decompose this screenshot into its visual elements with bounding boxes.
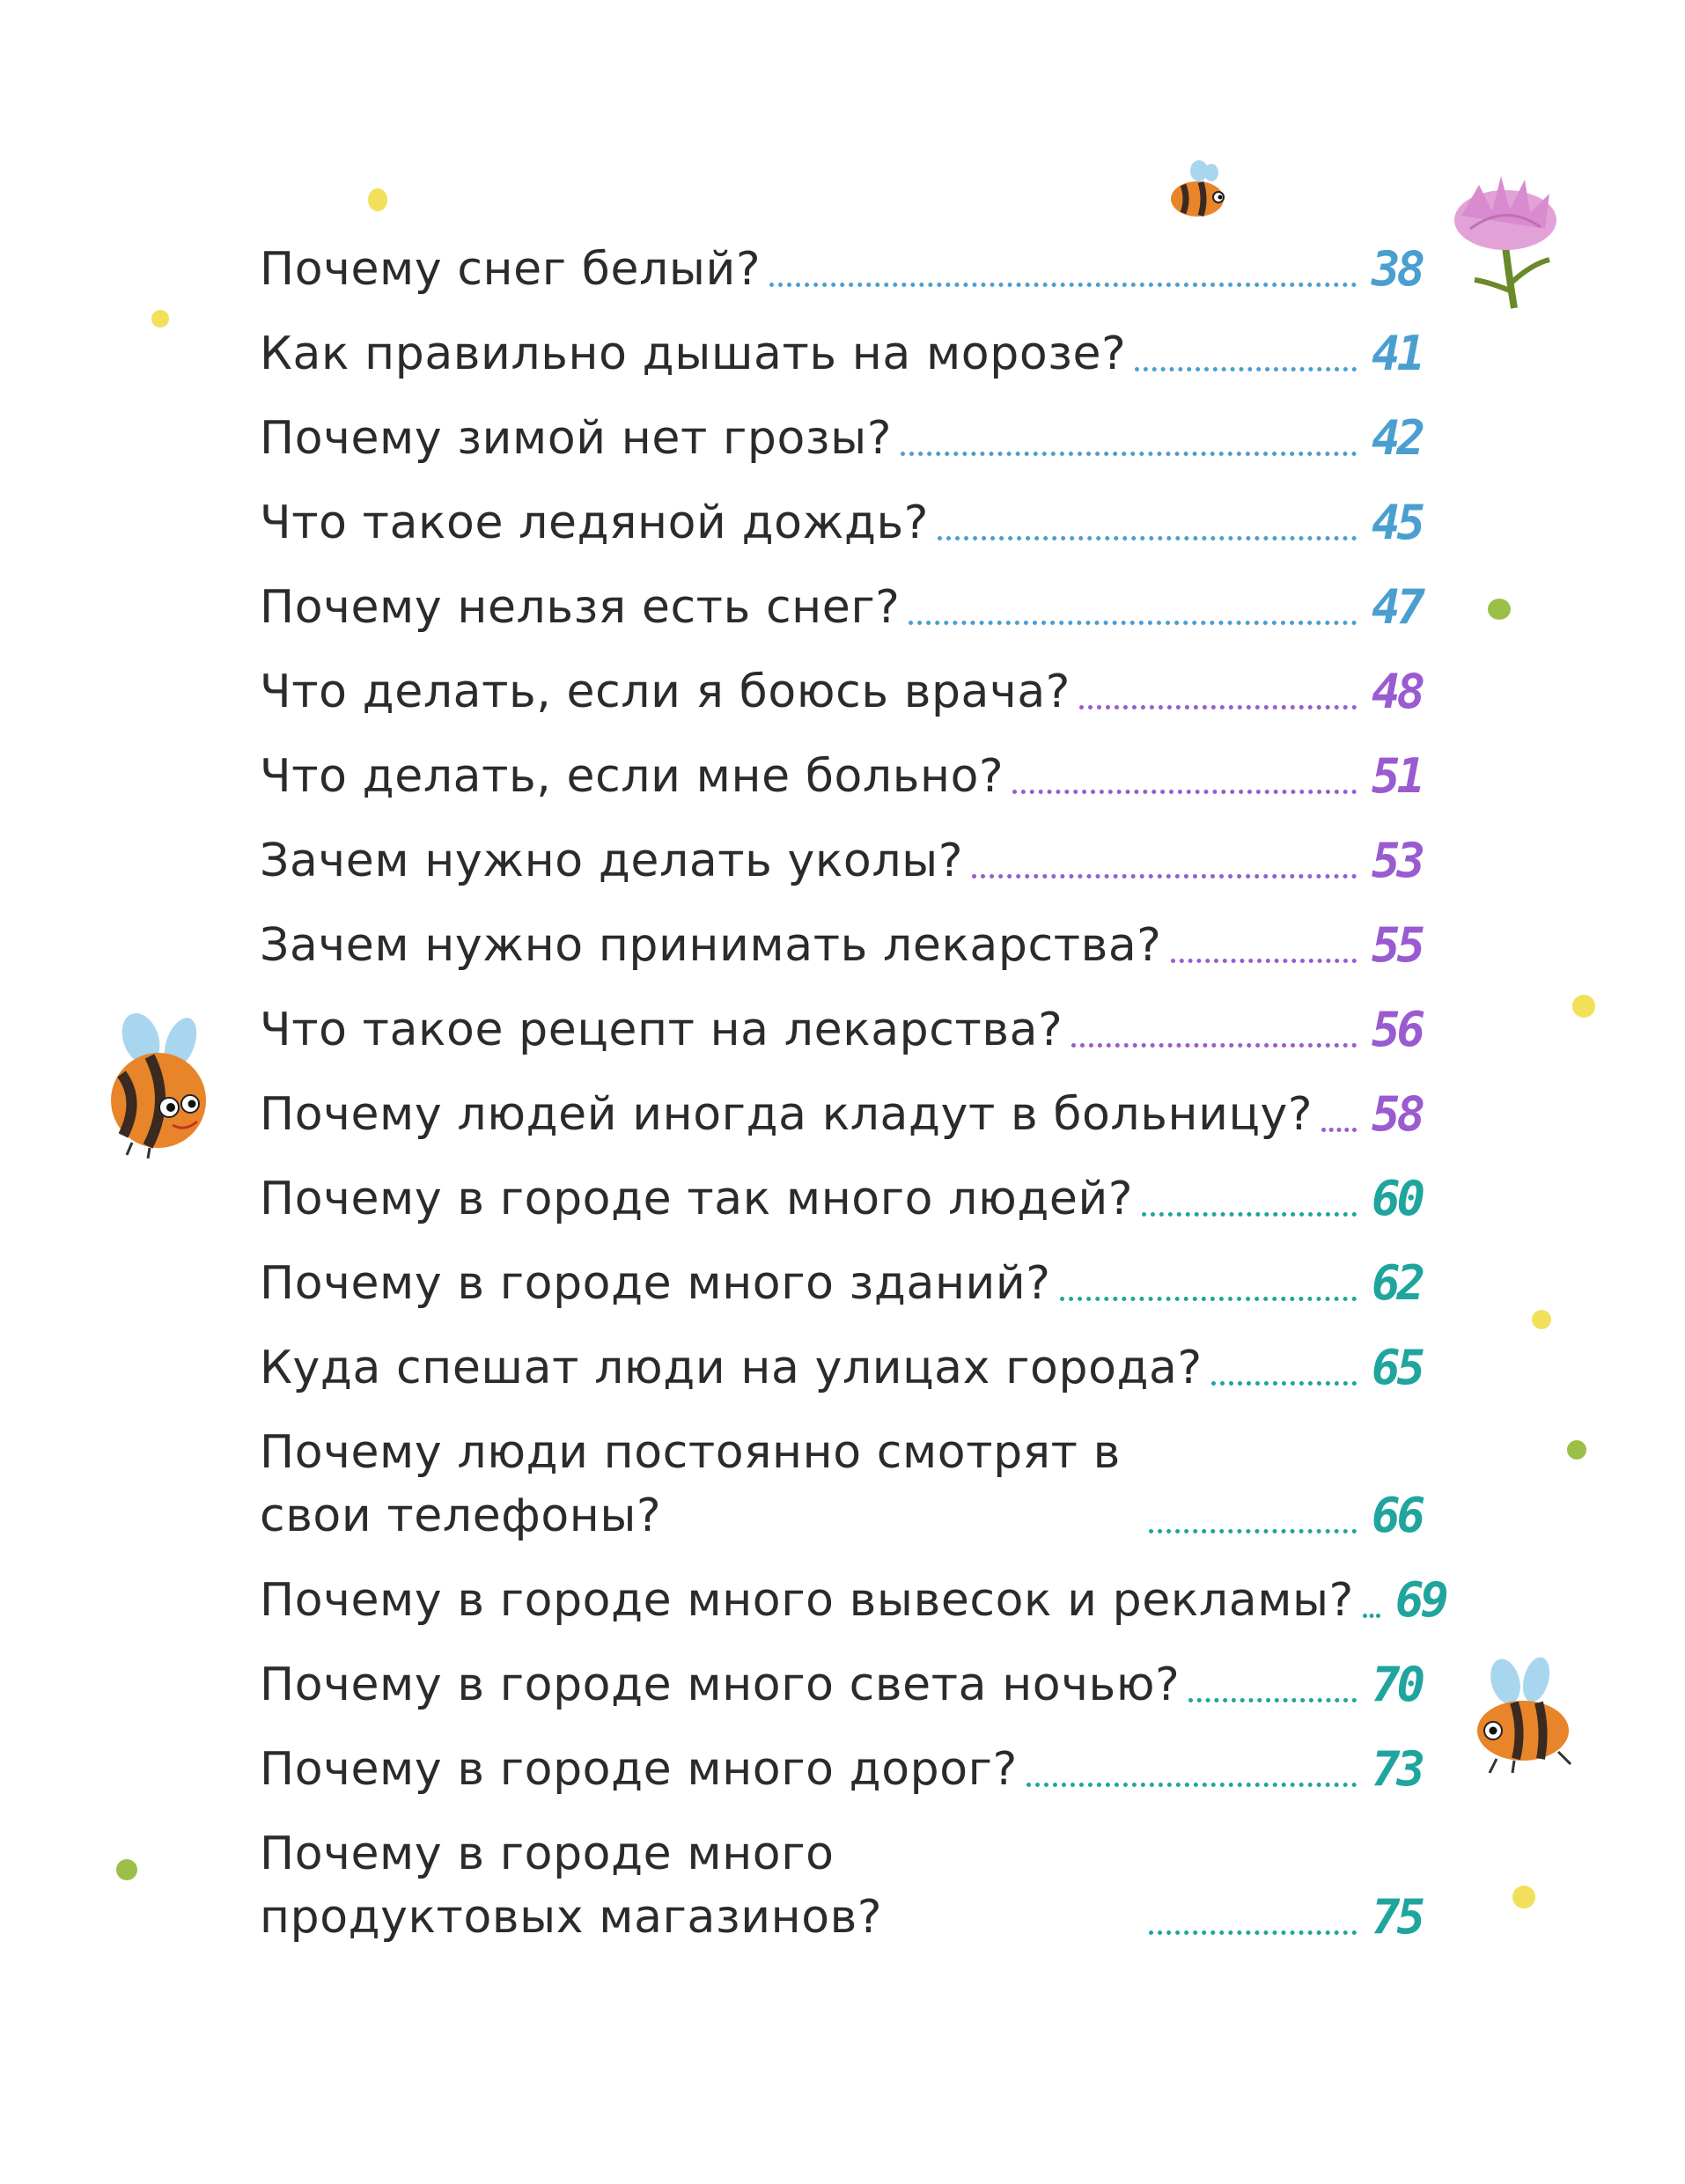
pollen-dot xyxy=(1572,995,1595,1018)
toc-entry[interactable] xyxy=(260,745,1422,808)
dot-leader xyxy=(1135,367,1357,371)
toc-entry-title: Почему в городе много вывесок и рекламы? xyxy=(260,1574,1354,1627)
toc-entry-title: Почему в городе много продуктовых магазинов? xyxy=(260,1827,883,1944)
toc-entry-page-number: 41 xyxy=(1371,326,1422,381)
pollen-dot xyxy=(116,1859,137,1880)
toc-entry-title: Почему снег белый? xyxy=(260,243,762,296)
toc-entry-page-number: 47 xyxy=(1371,579,1422,635)
dot-leader xyxy=(1142,1212,1357,1217)
toc-entry-page-number: 38 xyxy=(1371,241,1422,297)
toc-entry[interactable] xyxy=(260,829,1422,893)
toc-entry-title: Как правильно дышать на морозе? xyxy=(260,327,1127,380)
toc-entry-page-number: 51 xyxy=(1371,748,1422,804)
dot-leader xyxy=(1012,790,1357,794)
toc-entry-title: Почему в городе много зданий? xyxy=(260,1257,1051,1310)
toc-entry-page-number: 70 xyxy=(1371,1657,1422,1712)
toc-entry[interactable] xyxy=(260,1421,1422,1548)
dot-leader xyxy=(901,452,1357,456)
toc-entry[interactable] xyxy=(260,1336,1422,1400)
toc-entry[interactable] xyxy=(260,914,1422,977)
table-of-contents xyxy=(260,238,1446,1970)
toc-entry-page-number: 48 xyxy=(1371,664,1422,719)
dot-leader xyxy=(1149,1930,1357,1935)
dot-leader xyxy=(1321,1128,1357,1132)
toc-entry-title: Зачем нужно принимать лекарства? xyxy=(260,919,1162,972)
toc-entry[interactable] xyxy=(260,660,1422,724)
toc-entry[interactable] xyxy=(260,1569,1446,1632)
toc-entry-page-number: 73 xyxy=(1371,1741,1422,1797)
dot-leader xyxy=(938,536,1357,540)
bee-icon xyxy=(88,1012,229,1162)
pollen-dot xyxy=(151,310,169,327)
toc-entry-page-number: 45 xyxy=(1371,495,1422,550)
flower-icon xyxy=(1444,167,1567,317)
toc-entry[interactable] xyxy=(260,1738,1422,1801)
dot-leader xyxy=(1026,1783,1357,1787)
bee-icon xyxy=(1162,158,1241,229)
pollen-dot xyxy=(1532,1310,1551,1329)
toc-entry-page-number: 60 xyxy=(1371,1171,1422,1226)
toc-entry[interactable] xyxy=(260,322,1422,386)
bee-icon xyxy=(1461,1655,1593,1778)
toc-entry[interactable] xyxy=(260,998,1422,1062)
toc-entry[interactable] xyxy=(260,491,1422,555)
dot-leader xyxy=(972,874,1357,879)
dot-leader xyxy=(1149,1529,1357,1533)
dot-leader xyxy=(1060,1297,1357,1301)
pollen-dot xyxy=(368,188,387,211)
toc-entry-title: Что такое ледяной дождь? xyxy=(260,496,929,549)
toc-entry-title: Что делать, если я боюсь врача? xyxy=(260,665,1071,718)
toc-entry-title: Куда спешат люди на улицах города? xyxy=(260,1342,1203,1394)
toc-entry-title: Почему зимой нет грозы? xyxy=(260,412,893,465)
toc-entry-page-number: 53 xyxy=(1371,833,1422,888)
dot-leader xyxy=(909,621,1357,625)
toc-entry[interactable] xyxy=(260,1653,1422,1717)
dot-leader xyxy=(769,283,1357,287)
toc-entry-title: Почему в городе много света ночью? xyxy=(260,1658,1181,1711)
dot-leader xyxy=(1079,705,1357,710)
toc-entry-title: Почему нельзя есть снег? xyxy=(260,581,901,634)
toc-entry-title: Что делать, если мне больно? xyxy=(260,750,1004,803)
dot-leader xyxy=(1188,1698,1357,1702)
toc-entry[interactable] xyxy=(260,1167,1422,1231)
toc-entry-title: Почему люди постоянно смотрят в свои телефоны? xyxy=(260,1426,1121,1542)
toc-entry[interactable] xyxy=(260,407,1422,470)
toc-entry-page-number: 55 xyxy=(1371,917,1422,973)
toc-entry-page-number: 66 xyxy=(1371,1488,1422,1543)
toc-entry-page-number: 65 xyxy=(1371,1340,1422,1395)
pollen-dot xyxy=(1567,1440,1586,1460)
toc-entry-page-number: 69 xyxy=(1394,1572,1446,1628)
toc-entry-page-number: 58 xyxy=(1371,1086,1422,1142)
toc-entry-page-number: 56 xyxy=(1371,1002,1422,1057)
pollen-dot xyxy=(1488,599,1511,620)
toc-entry[interactable] xyxy=(260,1252,1422,1315)
toc-entry-title: Почему в городе так много людей? xyxy=(260,1173,1134,1225)
toc-entry-title: Почему людей иногда кладут в больницу? xyxy=(260,1088,1313,1141)
pollen-dot xyxy=(1512,1886,1535,1908)
toc-entry[interactable] xyxy=(260,238,1422,301)
dot-leader xyxy=(1171,959,1358,963)
toc-entry[interactable] xyxy=(260,1083,1422,1146)
toc-entry-page-number: 62 xyxy=(1371,1255,1422,1311)
toc-entry-title: Что такое рецепт на лекарства? xyxy=(260,1004,1063,1056)
toc-entry-page-number: 75 xyxy=(1371,1889,1422,1945)
dot-leader xyxy=(1071,1043,1357,1048)
toc-entry[interactable] xyxy=(260,1822,1422,1949)
toc-entry-title: Зачем нужно делать уколы? xyxy=(260,835,964,887)
dot-leader xyxy=(1211,1381,1357,1386)
toc-entry-page-number: 42 xyxy=(1371,410,1422,466)
toc-entry-title: Почему в городе много дорог? xyxy=(260,1743,1018,1796)
toc-entry[interactable] xyxy=(260,576,1422,639)
dot-leader xyxy=(1363,1614,1380,1618)
